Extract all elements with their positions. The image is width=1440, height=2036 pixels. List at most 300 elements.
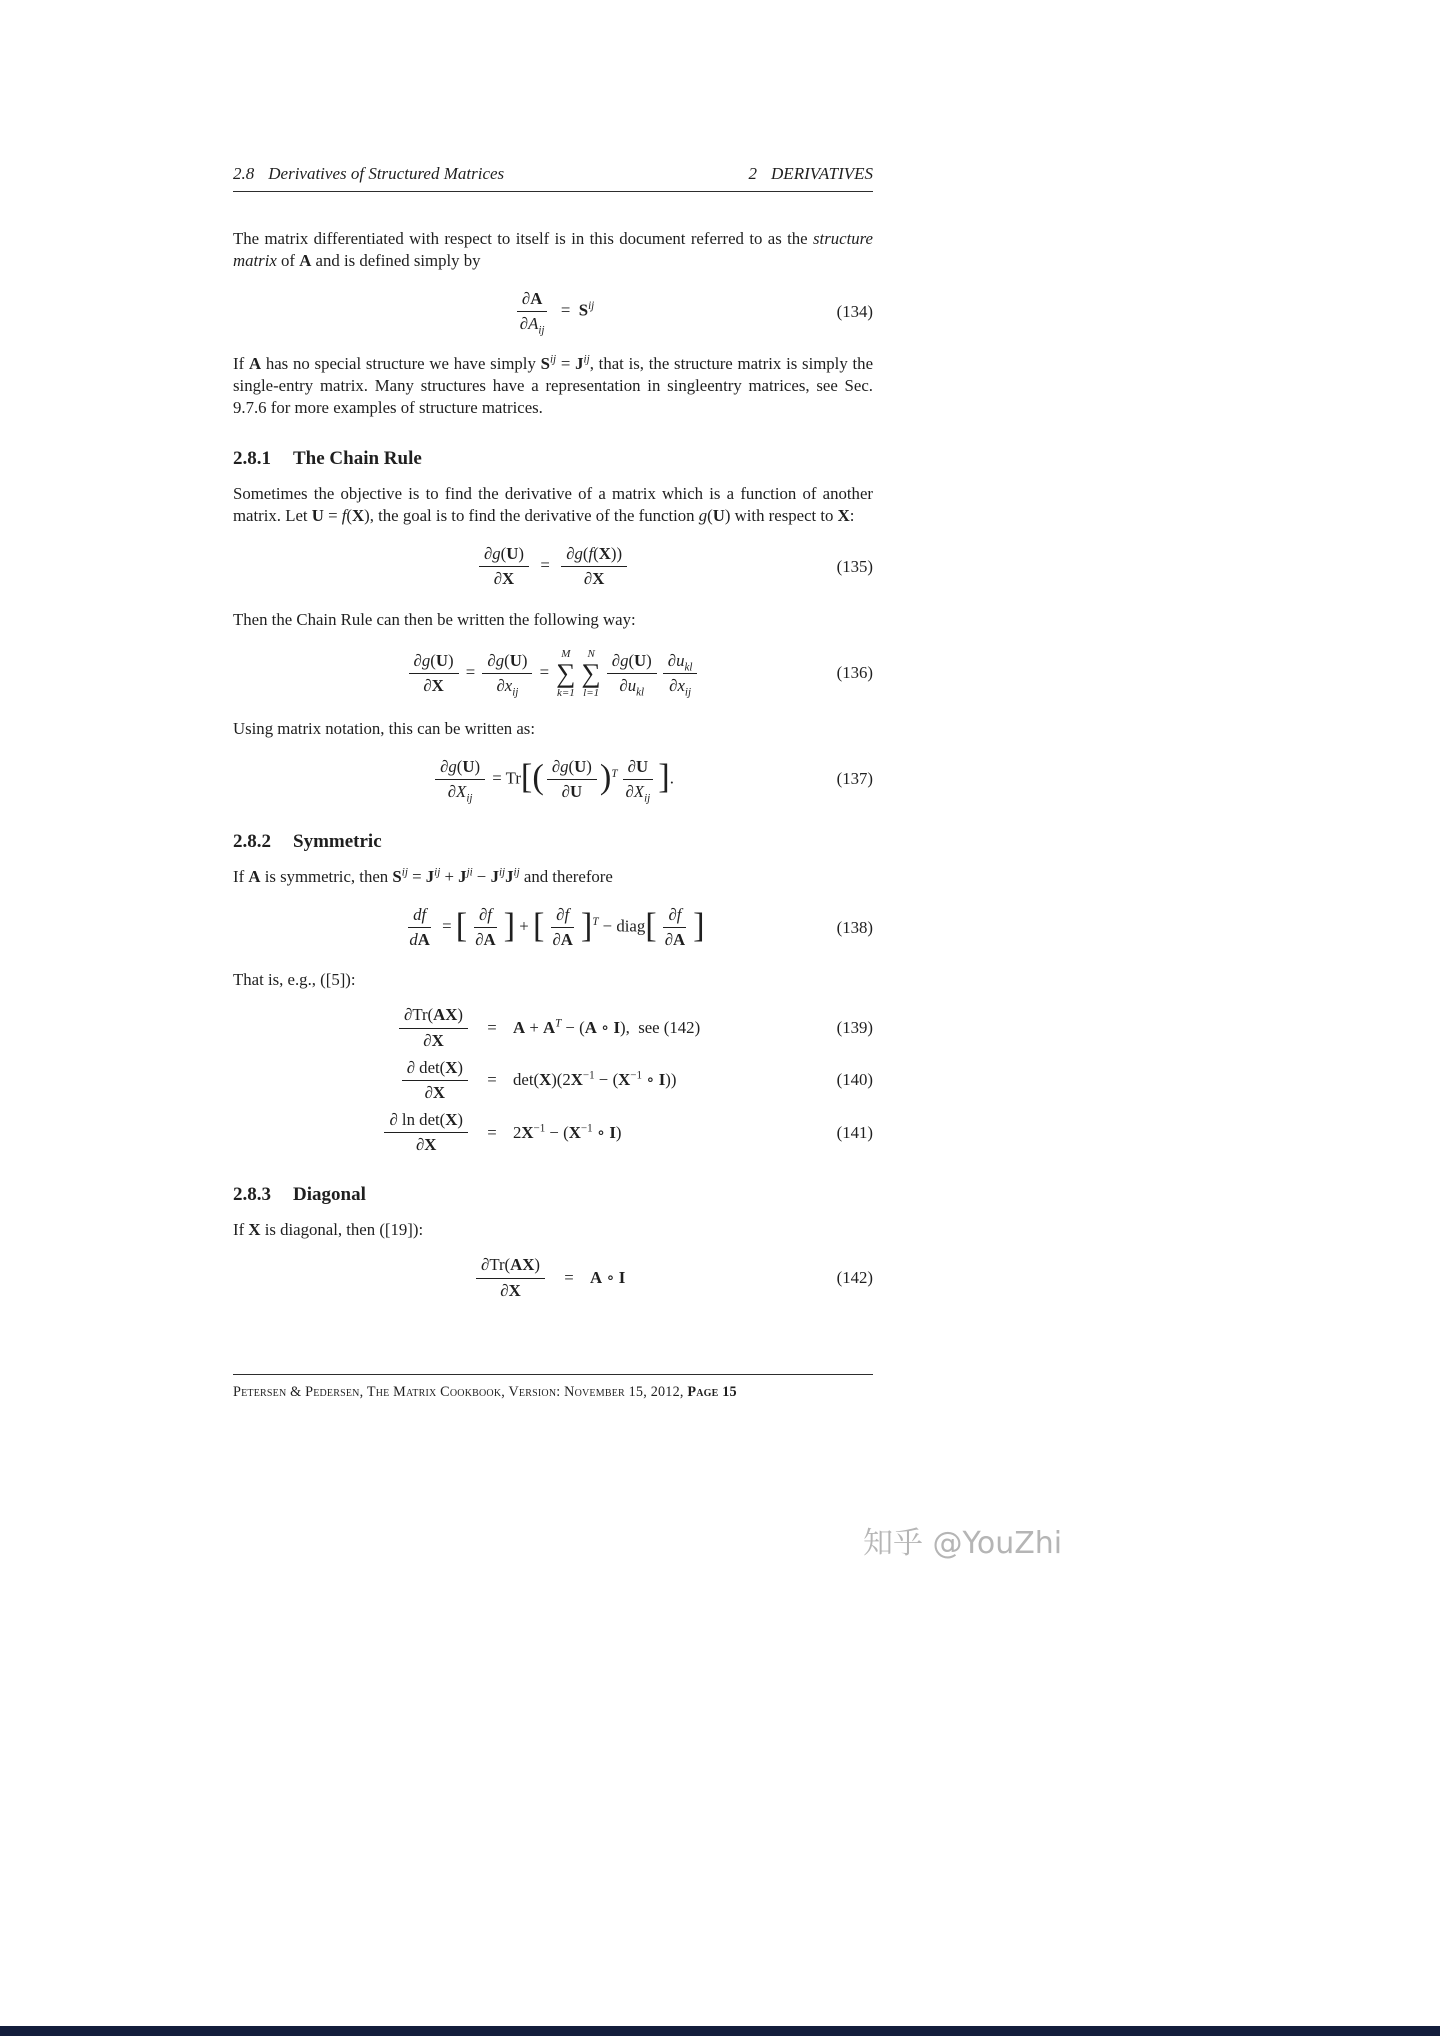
math-token: )(2 <box>551 1070 571 1090</box>
math-token: . <box>669 768 674 788</box>
math-token: structure matrix <box>233 229 873 270</box>
math-token: − ( <box>594 1070 619 1090</box>
math-token: ∂ <box>500 1280 509 1300</box>
math-token: A <box>483 930 496 950</box>
math-token: ) <box>518 544 524 564</box>
fraction-denominator <box>614 674 649 699</box>
header-chapter-label: DERIVATIVES <box>771 164 873 183</box>
fraction-numerator <box>517 289 547 312</box>
math-token: X <box>445 1057 458 1077</box>
align-rhs <box>513 1122 621 1144</box>
math-token: + <box>525 1018 543 1038</box>
fraction-numerator <box>474 905 497 928</box>
fraction-numerator <box>435 757 485 780</box>
math-token: Tr( <box>489 1255 511 1275</box>
fraction-denominator <box>621 780 656 805</box>
math-token: [ <box>532 906 545 945</box>
align-lhs <box>473 1255 548 1300</box>
math-token: ∂ <box>475 930 484 950</box>
align-rhs <box>590 1267 625 1289</box>
math-token: ∂ <box>551 756 561 776</box>
math-token: ∂ <box>566 544 575 564</box>
math-token: A <box>513 1018 526 1038</box>
math-token: x <box>677 675 685 695</box>
math-token: A <box>299 251 312 270</box>
math-token: A <box>248 354 262 374</box>
math-token: X <box>431 1030 444 1050</box>
math-token: X <box>539 1070 552 1090</box>
math-token: of <box>276 251 300 270</box>
fraction-denominator <box>515 312 550 337</box>
sum-upper-limit: M <box>561 647 571 660</box>
math-token: ij <box>512 686 519 699</box>
fraction-numerator <box>479 544 529 567</box>
math-token: f <box>341 506 347 526</box>
math-token: J <box>490 867 499 887</box>
equation-number: (141) <box>836 1122 873 1142</box>
math-token: X <box>431 675 444 695</box>
fraction-numerator <box>663 651 698 674</box>
math-token: ij <box>588 299 595 312</box>
math-token: ∂ <box>521 289 531 308</box>
math-token: ij <box>466 792 473 805</box>
math-token: A <box>673 930 686 950</box>
math-token: ∂ <box>496 675 505 695</box>
align-row <box>233 1005 873 1050</box>
math-token: J <box>575 354 584 374</box>
chain-rule-paragraph <box>233 483 873 527</box>
math-token: ), the goal is to find the derivative of the function <box>364 506 699 526</box>
math-token: ∂f <box>478 905 492 925</box>
math-token: ∂ <box>664 930 674 950</box>
header-rule <box>233 191 873 192</box>
math-token: ln det( <box>397 1110 446 1130</box>
math-token: X <box>598 544 611 564</box>
math-token: ) <box>457 1057 463 1077</box>
math-token: ∂ <box>389 1110 398 1130</box>
math-token: )) <box>665 1070 677 1090</box>
math-token: ∘ <box>592 1122 610 1142</box>
math-token: ( <box>582 544 589 564</box>
equation-number: (136) <box>836 663 873 683</box>
equation-number: (142) <box>836 1268 873 1288</box>
math-token: ij <box>498 866 506 879</box>
math-token: is symmetric, then <box>260 867 393 887</box>
header-section-label: Derivatives of Structured Matrices <box>268 164 505 183</box>
math-token: ∘ <box>602 1268 619 1288</box>
math-token: f <box>588 544 594 564</box>
equation-body <box>432 756 674 805</box>
math-token: A <box>542 1018 556 1038</box>
fraction-numerator <box>476 1255 545 1278</box>
fraction-denominator <box>664 674 696 699</box>
math-token: AX <box>510 1255 535 1275</box>
math-token: ∂ <box>583 569 593 589</box>
math-token: U <box>634 650 647 670</box>
math-token: ∂ <box>440 756 449 776</box>
equation-138 <box>233 905 873 950</box>
math-token: g <box>495 650 505 670</box>
math-token: ) <box>534 1255 540 1275</box>
section-heading-2-8-1 <box>233 447 873 470</box>
math-token: u <box>676 650 685 670</box>
fraction-denominator <box>491 674 523 699</box>
math-token: det( <box>414 1057 446 1077</box>
fraction-denominator <box>547 928 577 950</box>
math-token: That is, e.g., ([5]): <box>233 970 356 990</box>
math-token: ∂ <box>416 1135 425 1155</box>
math-token: = <box>552 300 579 320</box>
sigma-icon: ∑ <box>581 657 601 688</box>
math-token: Using matrix notation, this can be written as: <box>233 718 536 738</box>
math-token: u <box>627 675 637 695</box>
fraction-denominator <box>404 928 435 950</box>
math-token: ∂ <box>447 781 457 801</box>
fraction-numerator <box>551 905 574 928</box>
equations-139-141 <box>233 1005 873 1155</box>
heading-title: The Chain Rule <box>293 448 422 470</box>
fraction-denominator <box>418 1029 448 1051</box>
fraction-denominator <box>579 567 609 589</box>
math-token: ij <box>434 866 441 879</box>
header-section-number: 2.8 <box>233 164 255 183</box>
math-token: g <box>421 650 431 670</box>
math-token: has no special structure we have simply <box>261 354 541 374</box>
math-token: g <box>492 544 501 564</box>
math-token: ij <box>401 866 408 879</box>
math-token: ) <box>615 1122 622 1142</box>
math-token: x <box>504 675 513 695</box>
equation-body <box>406 648 701 699</box>
section-heading-2-8-2 <box>233 830 873 853</box>
fraction-numerator <box>607 651 657 674</box>
fraction-numerator <box>561 544 627 567</box>
equation-body <box>401 905 704 950</box>
fraction-numerator <box>408 905 431 928</box>
math-token: T <box>592 916 599 929</box>
math-token: kl <box>636 686 645 699</box>
sum-lower-limit: l=1 <box>583 686 600 699</box>
sum-lower-limit: k=1 <box>556 686 575 699</box>
fraction <box>663 650 698 699</box>
math-token: ∂f <box>668 905 682 925</box>
math-token: g <box>560 756 569 776</box>
math-token: X <box>424 1135 437 1155</box>
align-rhs <box>513 1069 676 1091</box>
math-token: ∂ <box>519 314 529 334</box>
math-token: If <box>233 867 249 887</box>
math-token: = <box>535 662 554 682</box>
fraction <box>607 650 657 699</box>
align-lhs <box>396 1005 471 1050</box>
math-token: T <box>611 767 618 780</box>
math-token: = <box>531 555 559 575</box>
math-token: ( <box>568 756 575 776</box>
header-section-title <box>233 163 504 185</box>
page-header <box>233 163 873 185</box>
math-token: = <box>323 506 342 526</box>
math-token: ij <box>583 353 590 366</box>
fraction <box>402 1058 468 1103</box>
math-token: U <box>509 650 522 670</box>
summation <box>556 648 575 699</box>
math-token: ) <box>599 758 612 797</box>
math-token: X <box>592 569 605 589</box>
fraction-denominator <box>557 780 587 802</box>
math-token: and therefore <box>519 867 613 887</box>
equals-sign: = <box>487 1018 497 1038</box>
fraction-numerator <box>399 1005 468 1028</box>
align-rhs <box>513 1017 700 1039</box>
math-token: ) <box>521 650 528 670</box>
math-token: T <box>555 1017 562 1030</box>
math-token: A <box>590 1268 603 1288</box>
math-token: ( <box>628 650 635 670</box>
fraction <box>621 756 656 805</box>
footer-page-number: Page 15 <box>687 1384 737 1400</box>
math-token: d <box>409 930 418 950</box>
math-token: X <box>508 1280 521 1300</box>
math-token: ij <box>549 353 557 366</box>
header-chapter-number: 2 <box>748 164 758 183</box>
math-token: S <box>578 300 589 320</box>
equals-sign: = <box>487 1070 497 1090</box>
math-token: ( <box>504 650 510 670</box>
math-token: ∂ <box>493 569 503 589</box>
fraction-denominator <box>418 674 448 696</box>
matrix-notation-note <box>233 718 873 740</box>
math-token: −1 <box>582 1069 595 1082</box>
math-token: ), see (142) <box>620 1018 701 1038</box>
math-token: [ <box>645 906 657 945</box>
equation-number: (135) <box>836 556 873 576</box>
math-token: ∘ <box>642 1070 659 1090</box>
equation-number: (139) <box>836 1018 873 1038</box>
math-token: df <box>413 905 427 925</box>
math-token: X <box>456 781 467 801</box>
math-token: − <box>472 867 491 887</box>
align-row <box>233 1058 873 1103</box>
math-token: 2 <box>513 1122 522 1142</box>
fraction <box>399 1005 468 1050</box>
chain-rule-note <box>233 609 873 631</box>
math-token: ) <box>447 650 454 670</box>
math-token: X <box>633 781 645 801</box>
math-token: ∂ <box>667 650 677 670</box>
math-token: X <box>568 1122 581 1142</box>
math-token: g <box>448 756 457 776</box>
math-token: X <box>445 1110 458 1130</box>
fraction-denominator <box>420 1081 450 1103</box>
math-token: I <box>618 1268 626 1288</box>
math-token: ∂ <box>423 1030 432 1050</box>
equation-137 <box>233 756 873 805</box>
math-token: ∂f <box>556 905 570 925</box>
math-token: A <box>528 314 539 334</box>
math-token: S <box>540 354 550 374</box>
math-token: I <box>613 1018 621 1038</box>
math-token: ij <box>538 324 545 337</box>
math-token: ∂ <box>413 650 422 670</box>
bottom-edge-bar <box>0 2026 1440 2036</box>
math-token: ∂ <box>611 650 621 670</box>
math-token: X <box>432 1082 446 1102</box>
align-lhs <box>399 1058 471 1103</box>
equation-142 <box>233 1255 873 1300</box>
math-token: J <box>505 867 514 887</box>
equation-number: (138) <box>836 917 873 937</box>
math-token: ij <box>644 792 651 805</box>
math-token: g <box>574 544 583 564</box>
math-token: g <box>698 506 708 526</box>
section-heading-2-8-3 <box>233 1183 873 1206</box>
watermark-text: 知乎 @YouZhi <box>863 1526 1063 1561</box>
math-token: ∂ <box>424 1082 433 1102</box>
math-token: ) <box>586 756 592 776</box>
math-token: Sometimes the objective is to find the derivative of a matrix which is a function of another matrix. Let <box>233 484 873 526</box>
math-token: ij <box>684 686 692 699</box>
fraction-numerator <box>409 651 459 674</box>
fraction <box>547 905 577 950</box>
equation-135 <box>233 544 873 589</box>
align-row <box>233 1255 873 1300</box>
math-token: = <box>407 867 426 887</box>
math-token: A <box>248 867 261 887</box>
math-token: U <box>635 756 649 776</box>
math-token: = Tr <box>488 768 521 788</box>
math-token: A <box>417 930 430 950</box>
footer-citation: Petersen & Pedersen, The Matrix Cookbook, Version: November 15, 2012, <box>233 1384 688 1400</box>
math-token: A <box>530 289 543 308</box>
math-token: ] <box>503 906 516 945</box>
math-token: det( <box>513 1070 540 1090</box>
fraction <box>479 544 529 589</box>
math-token: − diag <box>598 916 646 936</box>
equation-body <box>476 544 630 589</box>
align-lhs <box>381 1110 471 1155</box>
math-token: ) <box>457 1110 463 1130</box>
math-token: ( <box>500 544 507 564</box>
fraction <box>404 905 435 950</box>
math-token: X <box>837 506 850 526</box>
heading-title: Symmetric <box>293 831 382 853</box>
math-token: ∂ <box>625 781 634 801</box>
header-chapter-title <box>749 163 873 185</box>
math-token: −1 <box>580 1122 593 1135</box>
equals-sign: = <box>564 1268 574 1288</box>
math-token: U <box>506 544 519 564</box>
fraction-numerator <box>482 651 532 674</box>
math-token: ji <box>466 866 473 879</box>
math-token: + <box>515 916 533 936</box>
fraction <box>515 289 550 337</box>
math-token: U <box>712 506 725 526</box>
symmetric-paragraph <box>233 866 873 888</box>
math-token: g <box>620 650 629 670</box>
math-token: and is defined simply by <box>311 251 481 270</box>
fraction <box>482 650 532 699</box>
math-token: = <box>437 916 456 936</box>
math-token: ∂ <box>552 930 561 950</box>
equation-body <box>512 289 595 337</box>
math-token: , that is, the structure matrix is simply the single-entry matrix. Many structures have a representation in singleentry matrices, see Sec. 9.7.6 for more examples of structure matrices. <box>233 354 874 418</box>
math-token: ij <box>513 866 520 879</box>
math-token: U <box>569 781 583 801</box>
fraction-denominator <box>411 1133 441 1155</box>
sigma-icon: ∑ <box>556 657 576 688</box>
math-token: U <box>574 756 587 776</box>
math-token: AX <box>433 1005 458 1025</box>
math-token: −1 <box>533 1122 546 1135</box>
math-token: X <box>570 1070 583 1090</box>
math-token: A <box>560 930 573 950</box>
math-token: ∂ <box>483 544 493 564</box>
equation-134 <box>233 289 873 337</box>
math-token: Then the Chain Rule can then be written the following way: <box>233 609 636 629</box>
intro-paragraph-1 <box>233 228 873 272</box>
heading-number: 2.8.2 <box>233 831 271 853</box>
math-token: X <box>618 1070 631 1090</box>
math-token: [ <box>455 906 468 945</box>
math-token: ] <box>693 906 705 945</box>
math-token: Tr( <box>412 1005 434 1025</box>
fraction-numerator <box>402 1058 468 1081</box>
math-token: ( <box>430 650 436 670</box>
fraction-denominator <box>660 928 690 950</box>
summation <box>582 648 601 699</box>
fraction <box>409 651 459 696</box>
math-token: ) <box>457 1005 463 1025</box>
sum-upper-limit: N <box>587 647 595 660</box>
diagonal-paragraph <box>233 1219 873 1241</box>
heading-number: 2.8.3 <box>233 1184 271 1206</box>
document-content <box>233 228 873 1319</box>
math-token: If <box>233 354 249 374</box>
that-is-note <box>233 969 873 991</box>
fraction-denominator <box>470 928 500 950</box>
fraction <box>470 905 500 950</box>
math-token: U <box>462 756 475 776</box>
math-token: ∂ <box>423 675 432 695</box>
math-token: ] <box>580 906 593 945</box>
math-token: The matrix differentiated with respect to itself is in this document referred to as the <box>233 229 814 248</box>
equation-136 <box>233 648 873 699</box>
page-footer <box>233 1374 873 1401</box>
math-token: : <box>849 506 855 526</box>
math-token: − ( <box>561 1018 585 1038</box>
math-token: X <box>502 569 515 589</box>
fraction-numerator <box>384 1110 468 1133</box>
fraction-numerator <box>663 905 686 928</box>
math-token: kl <box>684 660 693 673</box>
math-token: ( <box>532 758 544 797</box>
equation-number: (140) <box>836 1070 873 1090</box>
math-token: ) <box>474 756 481 776</box>
align-row <box>233 1110 873 1155</box>
heading-title: Diagonal <box>293 1184 366 1206</box>
fraction-denominator <box>489 567 519 589</box>
math-token: − ( <box>545 1122 569 1142</box>
math-token: ( <box>456 756 463 776</box>
equation-number: (134) <box>836 301 873 321</box>
heading-number: 2.8.1 <box>233 448 271 470</box>
math-token: + <box>440 867 459 887</box>
fraction <box>384 1110 468 1155</box>
fraction-numerator <box>623 757 653 780</box>
math-token: ∘ <box>596 1018 614 1038</box>
math-token: ] <box>658 758 670 797</box>
math-token: ∂ <box>487 650 496 670</box>
